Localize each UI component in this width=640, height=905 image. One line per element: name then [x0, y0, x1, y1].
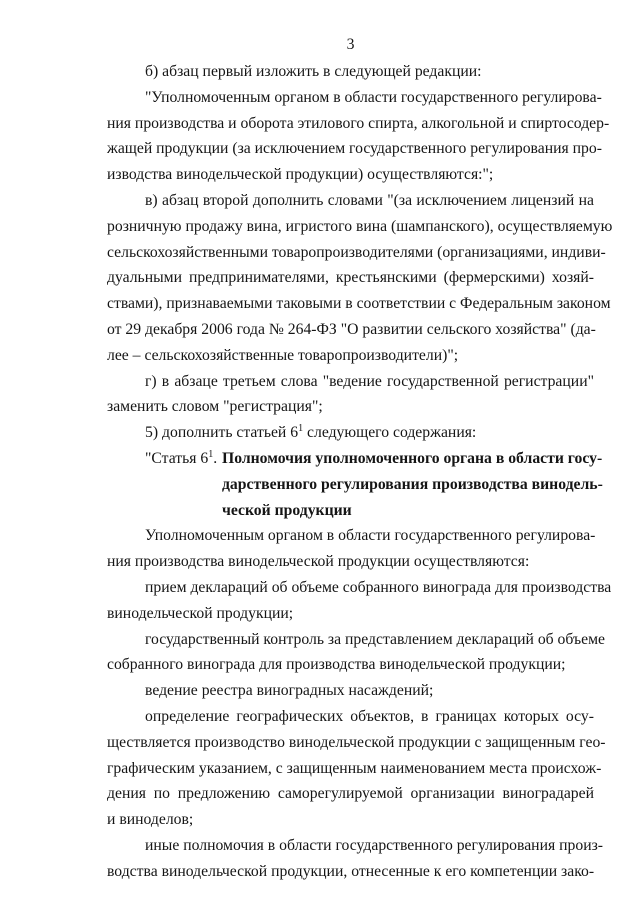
text-line: заменить словом "регистрация";: [107, 398, 323, 416]
paragraph: [107, 85, 610, 188]
text-line: дуальными предпринимателями, крестьянскими (фермерскими) хозяй-: [107, 269, 594, 287]
article-title-line: ческой продукции: [222, 501, 352, 519]
article-title-text: Полномочия уполномоченного органа в области госу-: [222, 449, 603, 467]
text-line: собранного винограда для производства винодельческой продукции;: [107, 656, 566, 674]
paragraph: [107, 188, 613, 369]
article-heading-line: [107, 446, 603, 472]
text-line: ществляется производство винодельческой продукции с защищенным гео-: [107, 733, 606, 751]
paragraph: [107, 678, 594, 704]
text-line: в) абзац второй дополнить словами "(за исключением лицензий на: [145, 191, 594, 209]
line-text: 5) дополнить статьей 6: [145, 424, 299, 442]
paragraph: [107, 627, 605, 679]
text-line: от 29 декабря 2006 года № 264-ФЗ "О развитии сельского хозяйства" (да-: [107, 320, 596, 338]
paragraph: [107, 369, 594, 421]
text-line: ния производства и оборота этилового спирта, алкогольной и спиртосодер-: [107, 114, 610, 132]
text-line: г) в абзаце третьем слова "ведение государственной регистрации": [145, 372, 594, 390]
paragraph: [107, 420, 594, 446]
text-line: дения по предложению саморегулируемой организации виноградарей: [107, 785, 594, 803]
text-line: иные полномочия в области государственного регулирования произ-: [145, 836, 604, 854]
text-line: ствами), признаваемыми таковыми в соответствии с Федеральным законом: [107, 295, 611, 313]
page-number: 3: [346, 36, 355, 53]
text-line: винодельческой продукции;: [107, 604, 294, 622]
article-label-text: .: [213, 449, 218, 467]
superscript: 1: [208, 448, 214, 460]
superscript: 1: [298, 423, 304, 435]
text-line: [107, 420, 594, 446]
text-line: лее – сельскохозяйственные товаропроизводители)";: [107, 346, 459, 364]
paragraph: [107, 704, 606, 833]
paragraph: [107, 575, 612, 627]
text-line: прием деклараций об объеме собранного винограда для производства: [145, 578, 612, 596]
text-line: ния производства винодельческой продукции осуществляются:: [107, 553, 530, 571]
article-heading: [107, 446, 603, 523]
text-line: "Уполномоченным органом в области государственного регулирова-: [145, 88, 602, 106]
text-line: сельскохозяйственными товаропроизводителями (организациями, индиви-: [107, 243, 606, 261]
text-line: б) абзац первый изложить в следующей редакции:: [145, 63, 482, 80]
text-line: жащей продукции (за исключением государственного регулирования про-: [107, 140, 602, 158]
article-title-line: дарственного регулирования производства винодель-: [222, 475, 603, 493]
paragraph: [107, 59, 594, 85]
text-line: ведение реестра виноградных насаждений;: [145, 682, 434, 700]
text-line: и виноделов;: [107, 811, 194, 829]
text-line: изводства винодельческой продукции) осуществляются:";: [107, 166, 494, 184]
paragraph: [107, 833, 604, 885]
text-line: государственный контроль за представлением деклараций об объеме: [145, 630, 605, 648]
text-line: водства винодельческой продукции, отнесенные к его компетенции зако-: [107, 862, 595, 880]
paragraph: [107, 523, 594, 575]
text-line: определение географических объектов, в границах которых осу-: [145, 707, 594, 725]
line-text: следующего содержания:: [303, 424, 477, 442]
article-label-text: "Статья 6: [145, 449, 209, 467]
document-body: [107, 59, 613, 885]
article-label: [145, 446, 217, 472]
text-line: графическим указанием, с защищенным наименованием места происхож-: [107, 759, 602, 777]
text-line: розничную продажу вина, игристого вина (шампанского), осуществляемую: [107, 217, 613, 235]
text-line: Уполномоченным органом в области государственного регулирова-: [145, 527, 596, 545]
